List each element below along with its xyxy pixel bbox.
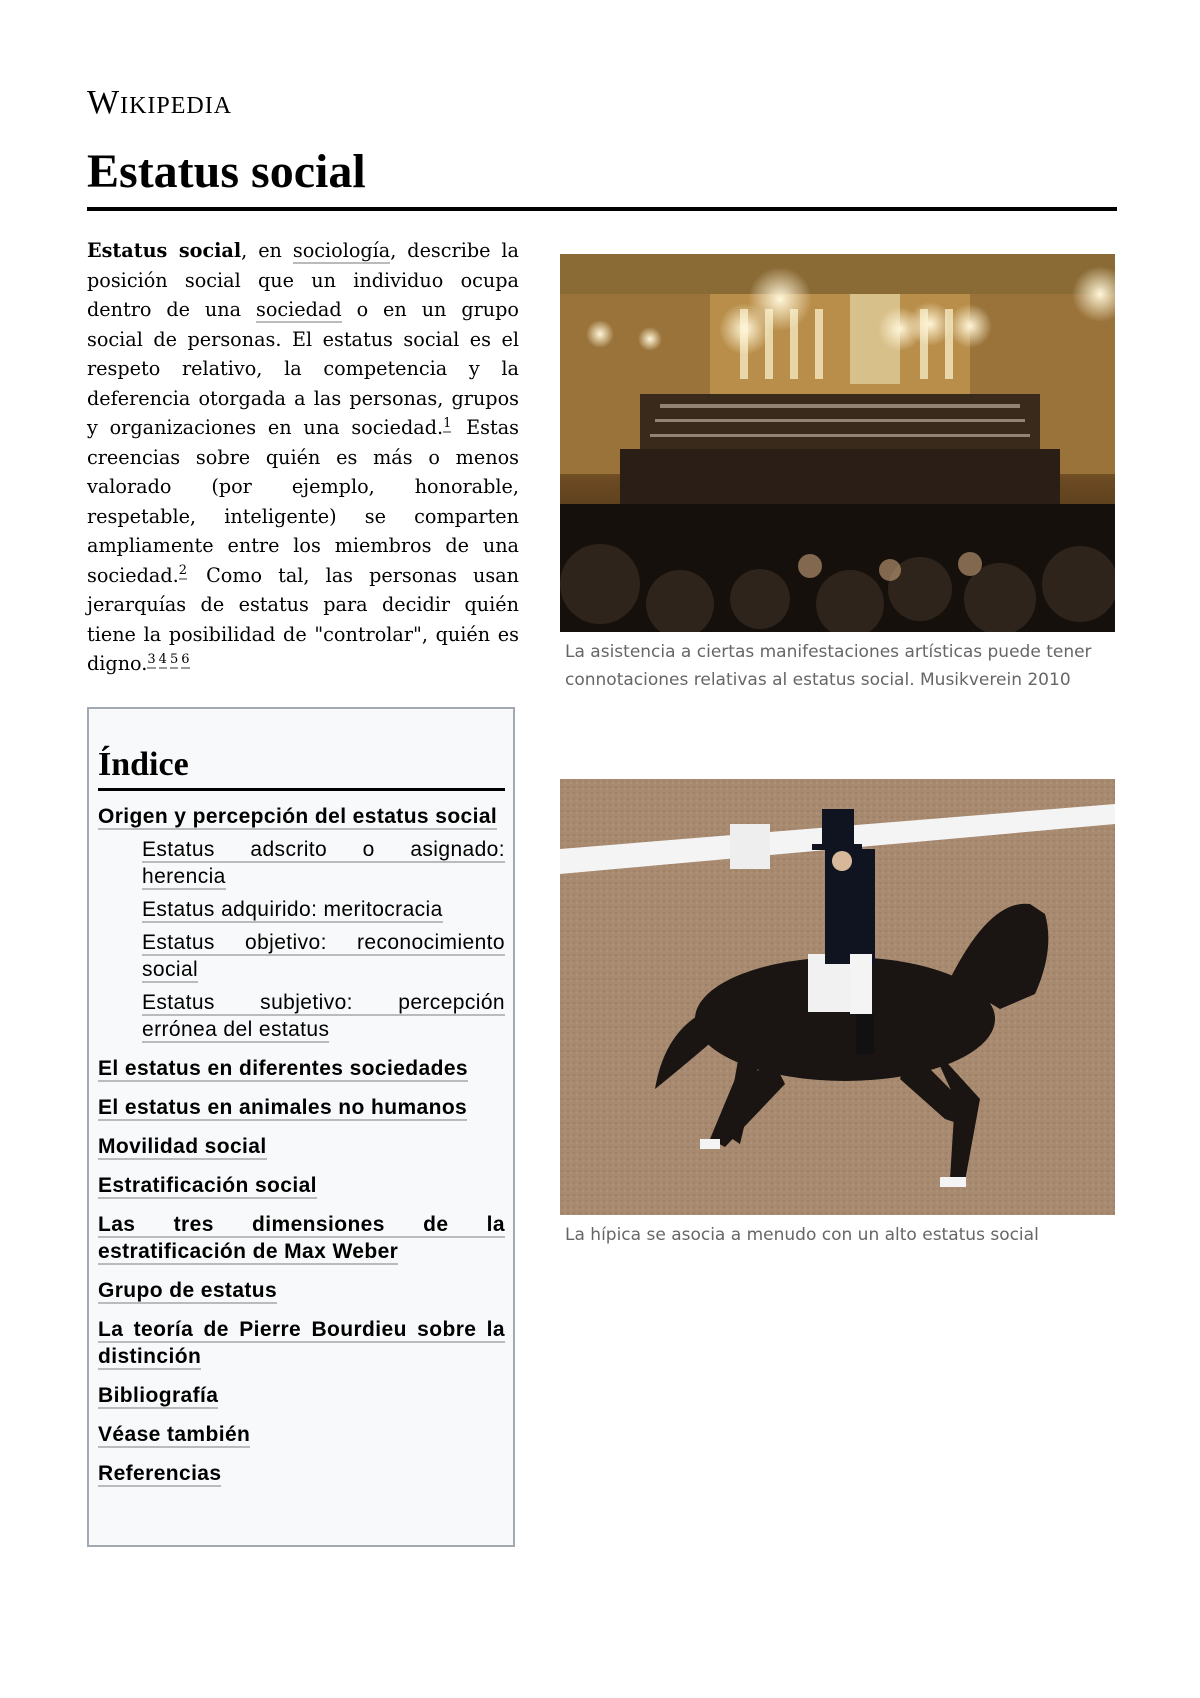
toc-item-estratificacion[interactable] [98,1172,505,1199]
ref-link-5[interactable]: 5 [169,651,179,667]
toc-item-animales[interactable] [98,1094,505,1121]
page-title: Estatus social [87,145,366,198]
ref-link-3[interactable]: 3 [147,651,156,667]
ref-link-2[interactable]: 2 [178,563,188,579]
toc-subitem-label[interactable]: Estatus subjetivo: percepción errónea del estatus [142,991,505,1041]
lead-text-4: Estas creencias sobre quién es más o menos valorado (por ejemplo, honorable, respetable, inteligente) se comparten ampliamente entre los miembros de una sociedad. [87,416,519,587]
toc-subitem-label[interactable]: Estatus objetivo: reconocimiento social [142,931,505,981]
lead-text-2: , describe la posición social que un individuo ocupa dentro de una [87,239,519,321]
lead-text-1: , en [241,239,293,262]
title-divider [87,207,1117,211]
lead-paragraph [87,236,519,679]
toc-list [98,803,505,1487]
toc-item-weber[interactable] [98,1211,505,1265]
toc-sublist [98,836,505,1043]
toc-item-label[interactable]: Las tres dimensiones de la estratificación de Max Weber [98,1213,505,1263]
toc-item-sociedades[interactable] [98,1055,505,1082]
toc-item-bourdieu[interactable] [98,1316,505,1370]
table-of-contents [87,707,515,1547]
figure-caption: La hípica se asocia a menudo con un alto estatus social [565,1225,1039,1245]
toc-item-origen[interactable] [98,803,505,1043]
ref-link-1[interactable]: 1 [443,415,452,431]
ref-group-2 [179,563,190,578]
toc-item-referencias[interactable] [98,1460,505,1487]
figure-dressage [560,779,1115,1249]
toc-item-grupo[interactable] [98,1277,505,1304]
ref-link-6[interactable]: 6 [181,651,190,667]
toc-item-bibliografia[interactable] [98,1382,505,1409]
dressage-photo[interactable] [560,779,1115,1215]
toc-item-label[interactable]: Estratificación social [98,1174,317,1197]
toc-item-label[interactable]: Referencias [98,1462,222,1485]
link-sociedad[interactable]: sociedad [256,298,342,321]
lead-text-3: o en un grupo social de personas. El estatus social es el respeto relativo, la competencia y la deferencia otorgada a las personas, grupos y organizaciones en una sociedad. [87,298,519,439]
toc-subitem-objetivo[interactable] [142,929,505,983]
toc-item-label[interactable]: Véase también [98,1423,251,1446]
toc-subitem-label[interactable]: Estatus adquirido: meritocracia [142,898,443,921]
concert-hall-photo[interactable] [560,254,1115,632]
toc-subitem-adquirido[interactable] [142,896,505,923]
lead-term: Estatus social [87,239,242,262]
toc-item-label[interactable]: Origen y percepción del estatus social [98,805,498,828]
toc-subitem-subjetivo[interactable] [142,989,505,1043]
toc-item-label[interactable]: Grupo de estatus [98,1279,278,1302]
toc-subitem-adscrito[interactable] [142,836,505,890]
lead-text-5: Como tal, las personas usan jerarquías de estatus para decidir quién tiene la posibilidad de "controlar", quién es digno. [87,563,519,675]
toc-item-label[interactable]: Bibliografía [98,1384,219,1407]
wikipedia-wordmark[interactable]: Wikipedia [87,84,233,121]
toc-item-label[interactable]: Movilidad social [98,1135,267,1158]
ref-link-4[interactable]: 4 [158,651,167,667]
figure-caption: La asistencia a ciertas manifestaciones artísticas puede tener connotaciones relativas al estatus social. Musikverein 2010 [565,642,1092,690]
toc-subitem-label[interactable]: Estatus adscrito o asignado: herencia [142,838,505,888]
toc-item-label[interactable]: El estatus en diferentes sociedades [98,1057,468,1080]
toc-item-vease[interactable] [98,1421,505,1448]
link-sociologia[interactable]: sociología [292,239,391,262]
toc-item-label[interactable]: El estatus en animales no humanos [98,1096,468,1119]
figure-concert-hall [560,254,1115,694]
toc-item-label[interactable]: La teoría de Pierre Bourdieu sobre la distinción [98,1318,505,1368]
toc-title: Índice [98,743,505,791]
ref-group-3 [147,652,192,667]
ref-group-1 [443,416,454,431]
toc-item-movilidad[interactable] [98,1133,505,1160]
